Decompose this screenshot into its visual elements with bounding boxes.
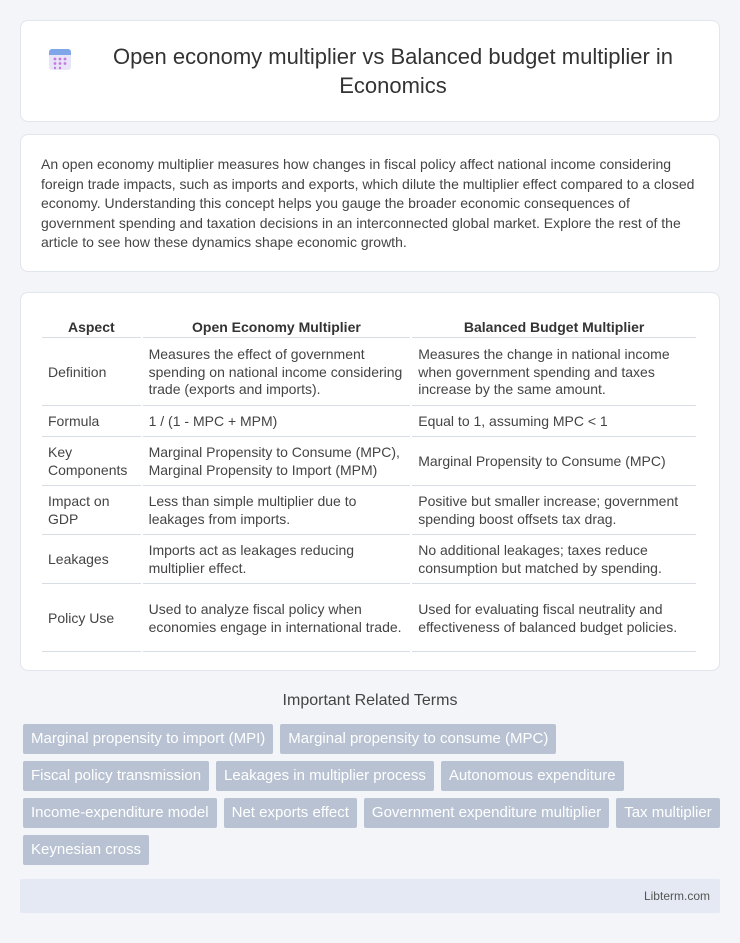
cell-balanced: Used for evaluating fiscal neutrality and effectiveness of balanced budget policies. xyxy=(412,586,696,652)
related-term-tag[interactable]: Tax multiplier xyxy=(616,798,720,828)
title-wrap xyxy=(23,42,717,100)
cell-aspect: Policy Use xyxy=(42,586,141,652)
table-header-row xyxy=(42,313,696,338)
cell-open: Imports act as leakages reducing multiplier effect. xyxy=(143,537,411,584)
related-term-tag[interactable]: Leakages in multiplier process xyxy=(216,761,434,791)
comparison-table xyxy=(40,311,698,654)
header-aspect: Aspect xyxy=(42,313,141,338)
footer xyxy=(20,879,720,913)
page-title: Open economy multiplier vs Balanced budget multiplier in Economics xyxy=(112,44,674,98)
table-row xyxy=(42,537,696,584)
footer-brand-link[interactable]: Libterm.com xyxy=(643,889,710,903)
cell-aspect: Definition xyxy=(42,340,141,406)
related-term-tag[interactable]: Keynesian cross xyxy=(23,835,149,865)
related-term-tag[interactable]: Marginal propensity to import (MPI) xyxy=(23,724,273,754)
related-term-tag[interactable]: Government expenditure multiplier xyxy=(364,798,609,828)
cell-open: Marginal Propensity to Consume (MPC), Marginal Propensity to Import (MPM) xyxy=(143,439,411,486)
header-balanced-budget: Balanced Budget Multiplier xyxy=(412,313,696,338)
comparison-table-card xyxy=(20,292,720,671)
cell-aspect: Leakages xyxy=(42,537,141,584)
related-term-tag[interactable]: Fiscal policy transmission xyxy=(23,761,209,791)
table-row xyxy=(42,488,696,535)
cell-balanced: Marginal Propensity to Consume (MPC) xyxy=(412,439,696,486)
cell-open: Measures the effect of government spending on national income considering trade (exports and imports). xyxy=(143,340,411,406)
cell-aspect: Formula xyxy=(42,408,141,437)
cell-balanced: Measures the change in national income when government spending and taxes increase by the same amount. xyxy=(412,340,696,406)
intro-card xyxy=(20,134,720,272)
related-terms-title: Important Related Terms xyxy=(282,692,458,709)
related-terms-list xyxy=(23,724,723,865)
cell-balanced: No additional leakages; taxes reduce consumption but matched by spending. xyxy=(412,537,696,584)
cell-open: Less than simple multiplier due to leakages from imports. xyxy=(143,488,411,535)
intro-paragraph: An open economy multiplier measures how changes in fiscal policy affect national income considering foreign trade impacts, such as imports and exports, which dilute the multiplier effect compared to a closed economy. Understanding this concept helps you gauge the broader economic consequences of government spending and taxation decisions in an interconnected global market. Explore the rest of the article to see how these dynamics shape economic growth. xyxy=(41,156,695,251)
related-term-tag[interactable]: Autonomous expenditure xyxy=(441,761,624,791)
title-card xyxy=(20,20,720,122)
cell-aspect: Key Components xyxy=(42,439,141,486)
related-term-tag[interactable]: Net exports effect xyxy=(224,798,357,828)
cell-aspect: Impact on GDP xyxy=(42,488,141,535)
header-open-economy: Open Economy Multiplier xyxy=(143,313,411,338)
cell-open: Used to analyze fiscal policy when economies engage in international trade. xyxy=(143,586,411,652)
cell-open: 1 / (1 - MPC + MPM) xyxy=(143,408,411,437)
table-row xyxy=(42,340,696,406)
cell-balanced: Positive but smaller increase; government spending boost offsets tax drag. xyxy=(412,488,696,535)
table-row xyxy=(42,408,696,437)
calendar-grid-icon xyxy=(47,46,73,72)
cell-balanced: Equal to 1, assuming MPC < 1 xyxy=(412,408,696,437)
table-row xyxy=(42,439,696,486)
related-term-tag[interactable]: Marginal propensity to consume (MPC) xyxy=(280,724,556,754)
table-row xyxy=(42,586,696,652)
related-term-tag[interactable]: Income-expenditure model xyxy=(23,798,217,828)
